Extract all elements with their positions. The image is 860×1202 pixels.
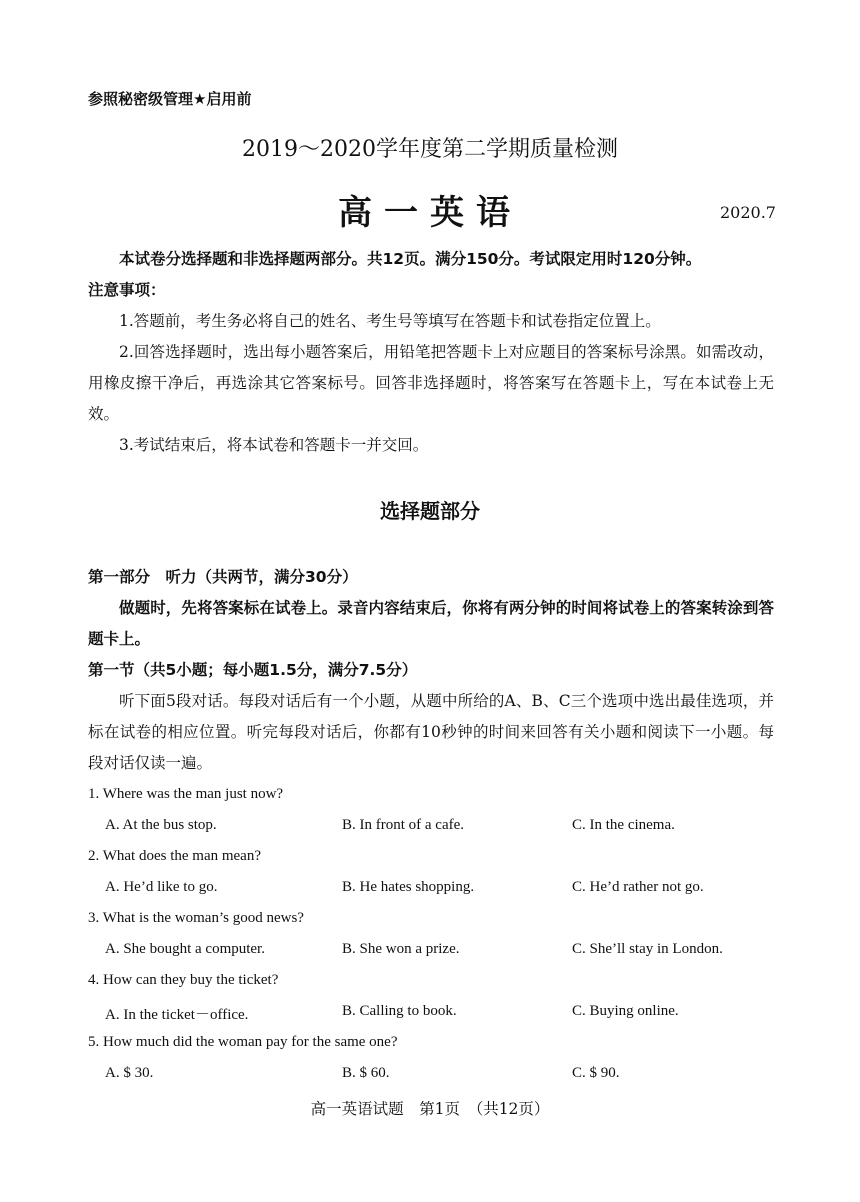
option-a: A. In the ticket－office. (105, 1007, 249, 1023)
section1-instruction: 听下面5段对话。每段对话后有一个小题，从题中所给的A、B、C三个选项中选出最佳选项，并标在试卷的相应位置。听完每段对话后，你都有10秒钟的时间来回答有关小题和阅读下一小题。每段对话仅读一遍。 (88, 692, 774, 772)
question-stem: 4. How can they buy the ticket? (88, 972, 279, 988)
option-b: B. Calling to book. (342, 1003, 457, 1019)
section1-heading: 第一节（共5小题；每小题1.5分，满分7.5分） (88, 661, 418, 679)
option-c: C. She’ll stay in London. (572, 941, 723, 957)
option-b: B. $ 60. (342, 1065, 390, 1081)
part1-heading: 第一部分 听力（共两节，满分30分） (88, 568, 358, 586)
option-b: B. She won a prize. (342, 941, 460, 957)
notice-heading: 注意事项： (88, 281, 166, 299)
exam-subtitle: 2019～2020学年度第二学期质量检测 (242, 137, 618, 162)
option-c: C. He’d rather not go. (572, 879, 704, 895)
option-a: A. At the bus stop. (105, 817, 217, 833)
part1-instruction: 做题时，先将答案标在试卷上。录音内容结束后，你将有两分钟的时间将试卷上的答案转涂到答题卡上。 (88, 599, 774, 648)
option-b: B. In front of a cafe. (342, 817, 465, 833)
notice-item: 3.考试结束后，将本试卷和答题卡一并交回。 (119, 436, 429, 454)
question-stem: 5. How much did the woman pay for the same one? (88, 1034, 398, 1050)
exam-intro: 本试卷分选择题和非选择题两部分。共12页。满分150分。考试限定用时120分钟。 (119, 250, 702, 268)
secret-level-label: 参照秘密级管理★启用前 (88, 90, 252, 108)
question-stem: 2. What does the man mean? (88, 848, 261, 864)
page-footer: 高一英语试题 第1页 （共12页） (310, 1100, 550, 1118)
option-a: A. He’d like to go. (105, 879, 218, 895)
option-c: C. In the cinema. (572, 817, 675, 833)
notice-item: 2.回答选择题时，选出每小题答案后，用铅笔把答题卡上对应题目的答案标号涂黑。如需改动，用橡皮擦干净后，再选涂其它答案标号。回答非选择题时，将答案写在答题卡上，写在本试卷上无效。 (88, 343, 774, 423)
exam-title: 高一英语 (338, 193, 522, 233)
option-c: C. Buying online. (572, 1003, 679, 1019)
option-b: B. He hates shopping. (342, 879, 475, 895)
notice-item: 1.答题前，考生务必将自己的姓名、考生号等填写在答题卡和试卷指定位置上。 (119, 312, 661, 330)
section-title: 选择题部分 (380, 499, 480, 523)
option-a: A. $ 30. (105, 1065, 154, 1081)
question-stem: 1. Where was the man just now? (88, 786, 284, 802)
exam-date: 2020.7 (720, 203, 776, 222)
question-stem: 3. What is the woman’s good news? (88, 910, 304, 926)
option-c: C. $ 90. (572, 1065, 620, 1081)
option-a: A. She bought a computer. (105, 941, 265, 957)
